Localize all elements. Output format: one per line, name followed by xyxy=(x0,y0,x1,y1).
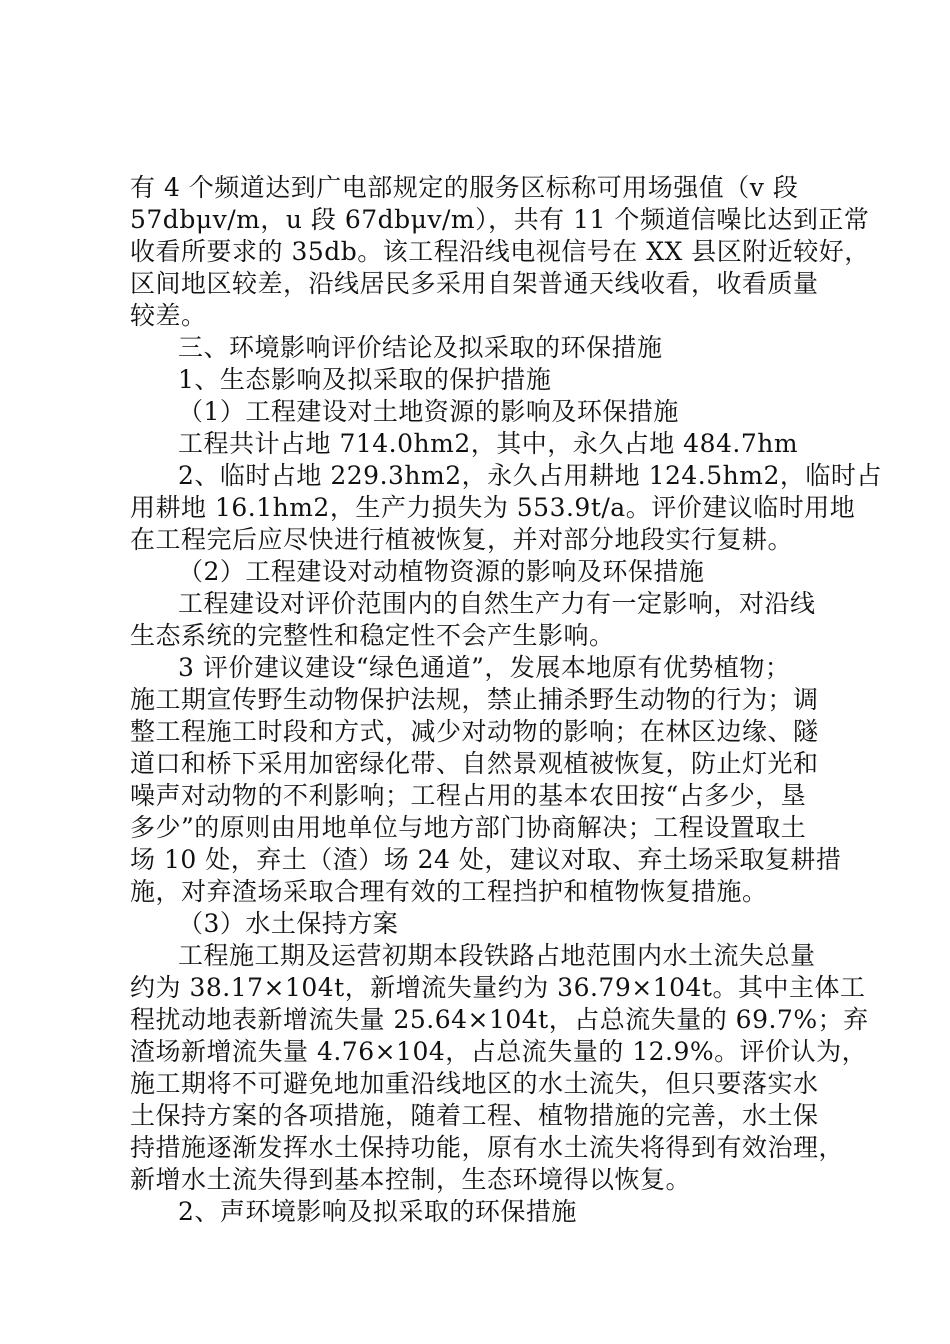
paragraph-line: 生态系统的完整性和稳定性不会产生影响。 xyxy=(130,621,615,650)
subsection-heading: （2）工程建设对动植物资源的影响及环保措施 xyxy=(178,557,705,586)
paragraph-line: 约为 38.17×104t，新增流失量约为 36.79×104t。其中主体工 xyxy=(130,973,866,1002)
paragraph-line: 渣场新增流失量 4.76×104，占总流失量的 12.9%。评价认为， xyxy=(130,1037,868,1066)
paragraph-line: 持措施逐渐发挥水土保持功能，原有水土流失将得到有效治理， xyxy=(130,1133,845,1162)
paragraph-line: 施，对弃渣场采取合理有效的工程挡护和植物恢复措施。 xyxy=(130,877,768,906)
paragraph-line: 区间地区较差，沿线居民多采用自架普通天线收看，收看质量 xyxy=(130,269,819,298)
subsection-heading: 1、生态影响及拟采取的保护措施 xyxy=(178,365,552,394)
paragraph-line: 工程建设对评价范围内的自然生产力有一定影响，对沿线 xyxy=(178,589,816,618)
paragraph-line: 3 评价建议建设“绿色通道”，发展本地原有优势植物； xyxy=(178,653,791,682)
paragraph-line: 在工程完后应尽快进行植被恢复，并对部分地段实行复耕。 xyxy=(130,525,794,554)
section-heading: 三、环境影响评价结论及拟采取的环保措施 xyxy=(178,333,663,362)
paragraph-line: 场 10 处，弃土（渣）场 24 处，建议对取、弃土场采取复耕措 xyxy=(130,845,842,874)
paragraph-line: 噪声对动物的不利影响；工程占用的基本农田按“占多少，垦 xyxy=(130,781,807,810)
subsection-heading: （1）工程建设对土地资源的影响及环保措施 xyxy=(178,397,679,426)
paragraph-line: 有 4 个频道达到广电部规定的服务区标称可用场强值（v 段 xyxy=(130,173,799,202)
subsection-heading: （3）水土保持方案 xyxy=(178,909,399,938)
paragraph-line: 工程共计占地 714.0hm2，其中，永久占地 484.7hm xyxy=(178,429,799,458)
paragraph-line: 土保持方案的各项措施，随着工程、植物措施的完善，水土保 xyxy=(130,1101,819,1130)
subsection-heading: 2、声环境影响及拟采取的环保措施 xyxy=(178,1197,577,1226)
paragraph-line: 整工程施工时段和方式，减少对动物的影响；在林区边缘、隧 xyxy=(130,717,819,746)
paragraph-line: 施工期将不可避免地加重沿线地区的水土流失，但只要落实水 xyxy=(130,1069,819,1098)
paragraph-line: 收看所要求的 35db。该工程沿线电视信号在 XX 县区附近较好， xyxy=(130,237,870,266)
paragraph-line: 施工期宣传野生动物保护法规，禁止捕杀野生动物的行为；调 xyxy=(130,685,819,714)
paragraph-line: 用耕地 16.1hm2，生产力损失为 553.9t/a。评价建议临时用地 xyxy=(130,493,856,522)
paragraph-line: 新增水土流失得到基本控制，生态环境得以恢复。 xyxy=(130,1165,692,1194)
paragraph-line: 较差。 xyxy=(130,301,207,330)
paragraph-line: 多少”的原则由用地单位与地方部门协商解决；工程设置取土 xyxy=(130,813,807,842)
paragraph-line: 道口和桥下采用加密绿化带、自然景观植被恢复，防止灯光和 xyxy=(130,749,819,778)
paragraph-line: 程扰动地表新增流失量 25.64×104t，占总流失量的 69.7%；弃 xyxy=(130,1005,869,1034)
paragraph-line: 57dbμv/m，u 段 67dbμv/m），共有 11 个频道信噪比达到正常 xyxy=(130,205,870,234)
paragraph-line: 工程施工期及运营初期本段铁路占地范围内水土流失总量 xyxy=(178,941,816,970)
paragraph-line: 2、临时占地 229.3hm2，永久占用耕地 124.5hm2，临时占 xyxy=(178,461,882,490)
